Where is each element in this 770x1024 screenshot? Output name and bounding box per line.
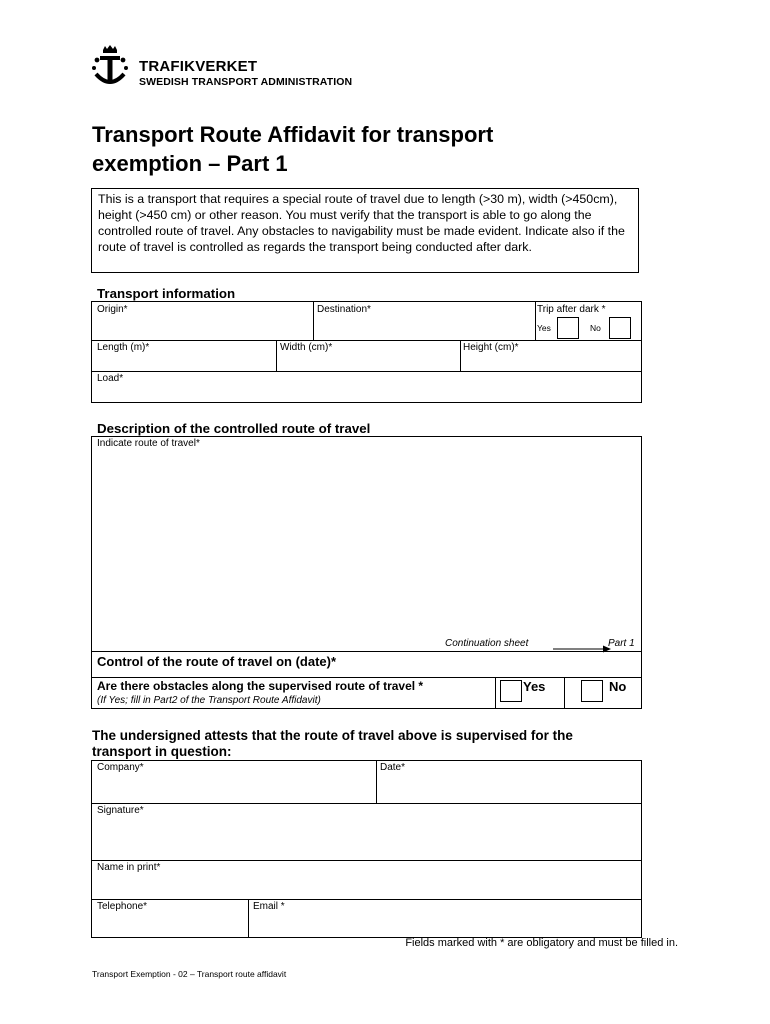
obstacles-no-checkbox[interactable] xyxy=(581,680,603,702)
email-field[interactable] xyxy=(248,900,641,937)
part-label: Part 1 xyxy=(608,638,635,649)
signature-field[interactable] xyxy=(92,804,641,861)
obstacles-question: Are there obstacles along the supervised route of travel * xyxy=(97,679,424,693)
control-date-field[interactable] xyxy=(92,652,641,677)
signature-label: Signature* xyxy=(97,805,144,816)
route-table xyxy=(91,436,642,709)
obligatory-note: Fields marked with * are obligatory and must be filled in. xyxy=(405,937,678,949)
obstacles-no-label: No xyxy=(609,679,627,694)
trip-no-label: No xyxy=(590,323,601,333)
date-field[interactable] xyxy=(376,761,641,803)
width-field[interactable] xyxy=(276,341,461,372)
control-date-label: Control of the route of travel on (date)* xyxy=(97,654,337,669)
attest-table xyxy=(91,760,642,938)
route-description-field[interactable] xyxy=(92,437,641,651)
trip-yes-checkbox[interactable] xyxy=(557,317,579,339)
trip-yes-label: Yes xyxy=(537,323,551,333)
trip-after-dark-field xyxy=(535,302,641,341)
transport-info-heading: Transport information xyxy=(97,286,236,301)
date-label: Date* xyxy=(380,762,406,773)
origin-field[interactable] xyxy=(92,302,314,341)
obstacles-yes-cell xyxy=(495,678,565,708)
origin-label: Origin* xyxy=(97,304,128,315)
length-field[interactable] xyxy=(92,341,277,372)
obstacles-question-cell xyxy=(92,678,496,708)
height-label: Height (cm)* xyxy=(463,342,519,353)
document-footer: Transport Exemption - 02 – Transport route affidavit xyxy=(92,969,287,979)
length-label: Length (m)* xyxy=(97,342,150,353)
company-field[interactable] xyxy=(92,761,377,803)
trip-no-checkbox[interactable] xyxy=(609,317,631,339)
indicate-route-label: Indicate route of travel* xyxy=(97,438,200,449)
telephone-field[interactable] xyxy=(92,900,249,937)
route-heading: Description of the controlled route of travel xyxy=(97,421,371,436)
attest-heading xyxy=(92,728,573,760)
attest-heading-line-1: The undersigned attests that the route of travel above is supervised for the xyxy=(92,728,573,743)
arrow-right-icon xyxy=(553,640,611,648)
telephone-label: Telephone* xyxy=(97,901,148,912)
trafikverket-logo-icon xyxy=(90,44,130,90)
destination-label: Destination* xyxy=(317,304,371,315)
email-label: Email * xyxy=(253,901,285,912)
load-field[interactable] xyxy=(92,372,641,402)
name-in-print-label: Name in print* xyxy=(97,862,161,873)
page-title xyxy=(92,120,652,178)
load-label: Load* xyxy=(97,373,124,384)
width-label: Width (cm)* xyxy=(280,342,333,353)
name-in-print-field[interactable] xyxy=(92,861,641,899)
obstacles-yes-label: Yes xyxy=(523,679,546,694)
destination-field[interactable] xyxy=(313,302,536,341)
logo-name: TRAFIKVERKET xyxy=(139,58,258,75)
logo-subtitle: SWEDISH TRANSPORT ADMINISTRATION xyxy=(139,76,353,88)
title-line-1: Transport Route Affidavit for transport xyxy=(92,122,494,147)
trip-after-dark-label: Trip after dark * xyxy=(537,304,606,315)
obstacles-yes-checkbox[interactable] xyxy=(500,680,522,702)
obstacles-note: (If Yes; fill in Part2 of the Transport Route Affidavit) xyxy=(97,695,321,706)
transport-info-table xyxy=(91,301,642,403)
company-label: Company* xyxy=(97,762,144,773)
obstacles-no-cell xyxy=(564,678,641,708)
attest-heading-line-2: transport in question: xyxy=(92,744,232,759)
title-line-2: exemption – Part 1 xyxy=(92,151,288,176)
intro-text: This is a transport that requires a special route of travel due to length (>30 m), width (>450cm), height (>450 cm) or other reason. You must verify that the transport is able to go along the controlled route of travel. Any obstacles to navigability must be made evident. Indicate also if the route of travel is controlled as regards the transport being conducted after dark. xyxy=(91,188,639,273)
continuation-sheet-label: Continuation sheet xyxy=(445,638,529,649)
height-field[interactable] xyxy=(460,341,641,372)
